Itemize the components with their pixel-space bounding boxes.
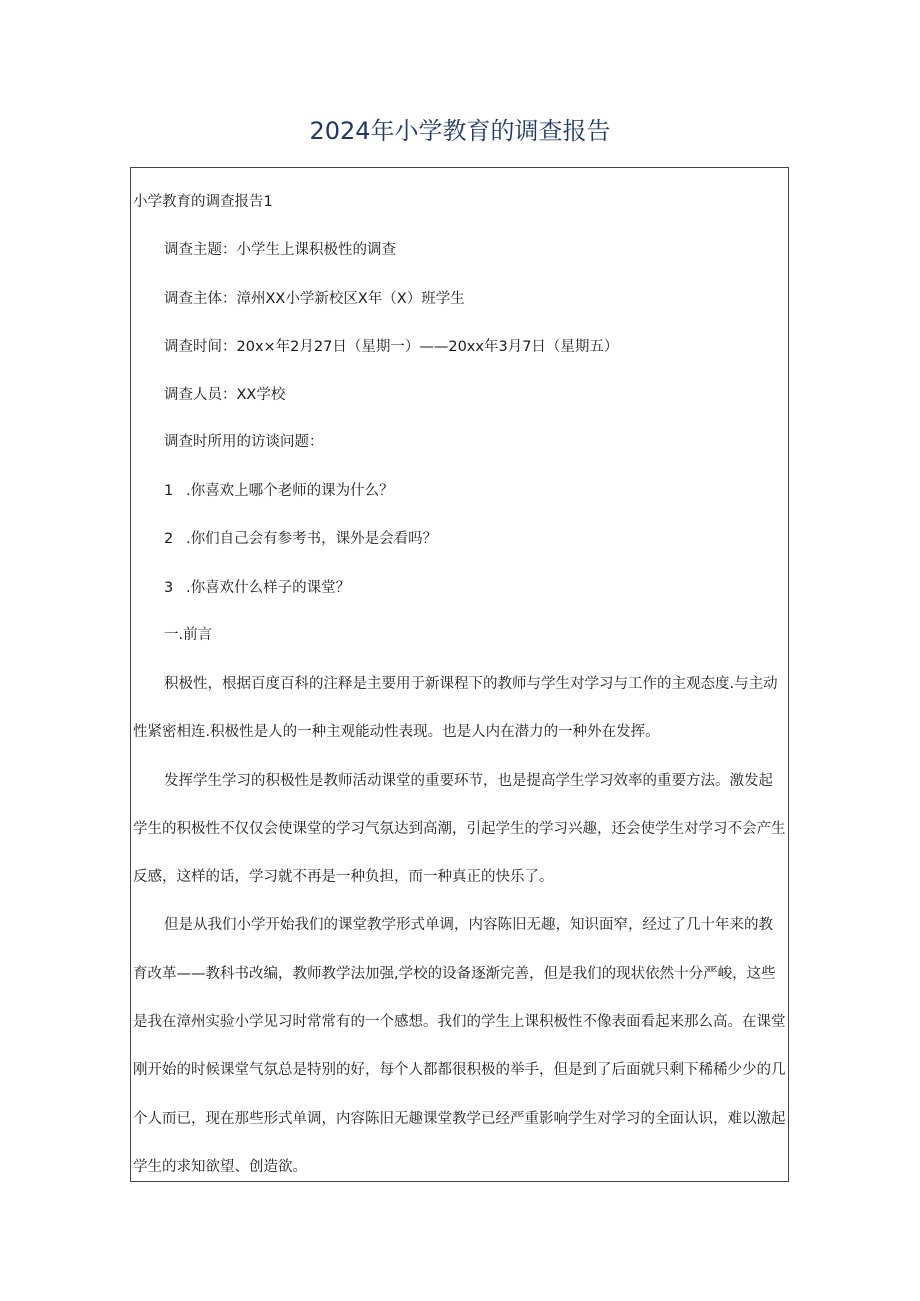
section-heading: 小学教育的调查报告1 <box>133 194 273 210</box>
question-item <box>164 529 437 549</box>
paragraph-line: 反感，这样的话，学习就不再是一种负担，而一种真正的快乐了。 <box>133 869 554 885</box>
paragraph-line: 学生的求知欲望、创造欲。 <box>133 1159 307 1175</box>
paragraph-line: 但是从我们小学开始我们的课堂教学形式单调，内容陈旧无趣，知识面窄，经过了几十年来的教 <box>164 917 773 933</box>
paragraph-line: 育改革——教科书改编，教师教学法加强,学校的设备逐渐完善，但是我们的现状依然十分严峻，这些 <box>133 966 776 982</box>
question-item <box>164 481 394 501</box>
question-text: .你们自己会有参考书，课外是会看吗？ <box>186 531 438 547</box>
document-title: 2024年小学教育的调查报告 <box>309 117 611 145</box>
paragraph-line: 刚开始的时候课堂气氛总是特别的好，每个人都都很积极的举手，但是到了后面就只剩下稀稀少少的几 <box>133 1062 786 1078</box>
paragraph-line: 是我在漳州实验小学见习时常常有的一个感想。我们的学生上课积极性不像表面看起来那么高。在课堂 <box>133 1014 786 1030</box>
paragraph-line: 发挥学生学习的积极性是教师活动课堂的重要环节，也是提高学生学习效率的重要方法。激发起 <box>164 773 773 789</box>
survey-subject: 调查主体：漳州XX小学新校区X年（X）班学生 <box>164 291 465 307</box>
question-number: 2 <box>164 531 174 547</box>
interview-questions-label: 调查时所用的访谈问题： <box>164 434 324 450</box>
subheading-preface: 一.前言 <box>164 627 213 643</box>
paragraph-line: 性紧密相连.积极性是人的一种主观能动性表现。也是人内在潜力的一种外在发挥。 <box>133 724 660 740</box>
report-content-box <box>130 167 789 1182</box>
survey-topic: 调查主题：小学生上课积极性的调查 <box>164 242 396 258</box>
survey-staff: 调查人员：XX学校 <box>164 387 286 403</box>
question-text: .你喜欢什么样子的课堂？ <box>186 580 351 596</box>
question-text: .你喜欢上哪个老师的课为什么？ <box>186 483 394 499</box>
paragraph-line: 积极性，根据百度百科的注释是主要用于新课程下的教师与学生对学习与工作的主观态度.与主动 <box>164 676 778 692</box>
question-number: 1 <box>164 483 174 499</box>
question-number: 3 <box>164 580 174 596</box>
question-item <box>164 578 350 598</box>
paragraph-line: 个人而已，现在那些形式单调，内容陈旧无趣课堂教学已经严重影响学生对学习的全面认识，难以激起 <box>133 1111 786 1127</box>
survey-time: 调查时间：20x×年2月27日（星期一）——20xx年3月7日（星期五） <box>164 339 619 355</box>
paragraph-line: 学生的积极性不仅仅会使课堂的学习气氛达到高潮，引起学生的学习兴趣，还会使学生对学习不会产生 <box>133 821 786 837</box>
